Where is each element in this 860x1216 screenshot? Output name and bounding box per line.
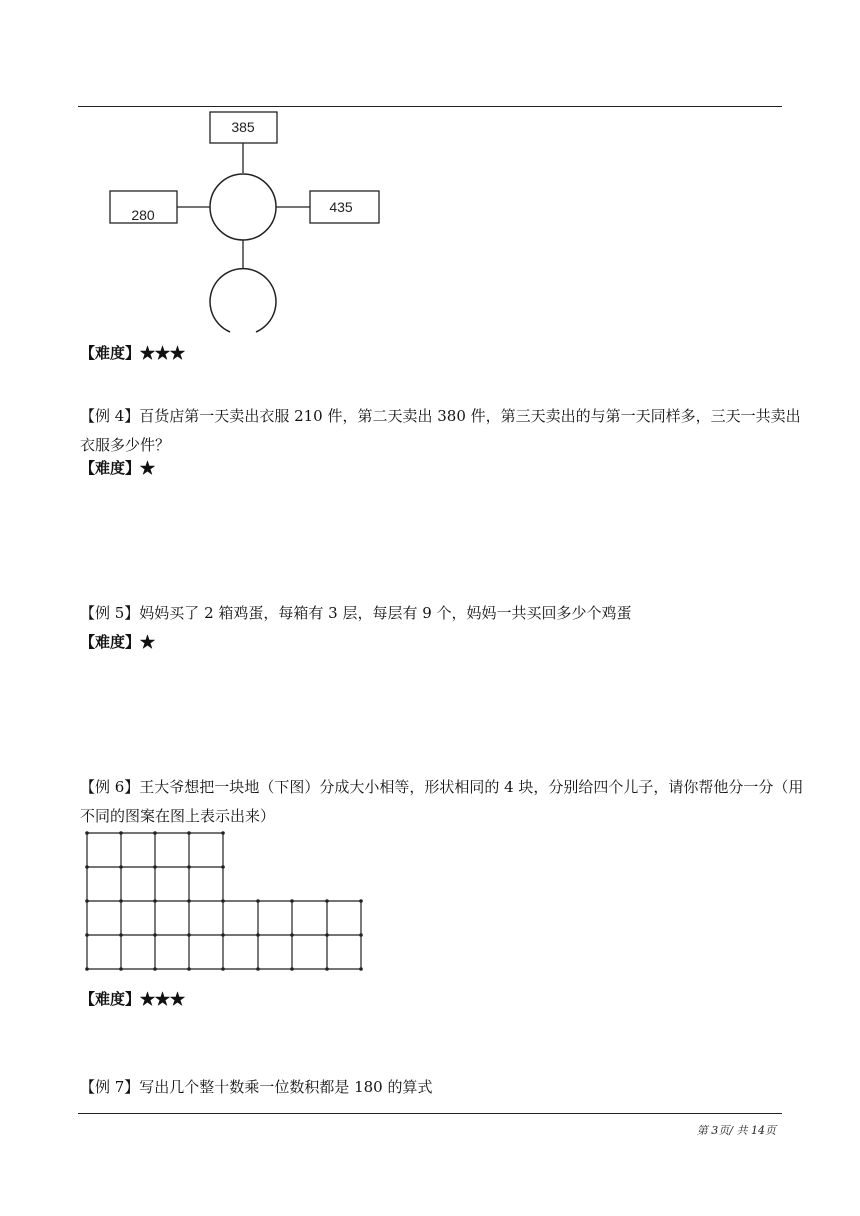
- number-circle-diagram: [100, 108, 400, 333]
- ex4-question-line1: 【例 4】百货店第一天卖出衣服 210 件，第二天卖出 380 件，第三天卖出的与第一天同样多，三天一共卖出: [80, 407, 801, 425]
- ex3-difficulty: 【难度】★★★: [80, 344, 186, 362]
- ex5-question: 【例 5】妈妈买了 2 箱鸡蛋，每箱有 3 层，每层有 9 个，妈妈一共买回多少个鸡蛋: [80, 604, 632, 622]
- center-circle: [210, 174, 276, 240]
- header-rule: [78, 106, 782, 107]
- bottom-circle: [210, 269, 276, 332]
- footer-rule: [78, 1113, 782, 1114]
- ex6-question-line1: 【例 6】王大爷想把一块地（下图）分成大小相等，形状相同的 4 块，分别给四个儿子，请你帮他分一分（用: [80, 778, 804, 796]
- land-grid: [82, 828, 372, 978]
- ex6-question-line2: 不同的图案在图上表示出来）: [80, 807, 276, 825]
- ex6-difficulty: 【难度】★★★: [80, 990, 186, 1008]
- right-value: 435: [329, 199, 353, 215]
- ex4-difficulty: 【难度】★: [80, 459, 156, 477]
- ex7-question: 【例 7】写出几个整十数乘一位数积都是 180 的算式: [80, 1078, 433, 1096]
- top-value: 385: [231, 119, 255, 135]
- ex4-question-line2: 衣服多少件？: [80, 436, 171, 454]
- ex5-difficulty: 【难度】★: [80, 633, 156, 651]
- page-number: 第 3页/ 共 14页: [696, 1124, 776, 1137]
- left-value: 280: [131, 207, 155, 223]
